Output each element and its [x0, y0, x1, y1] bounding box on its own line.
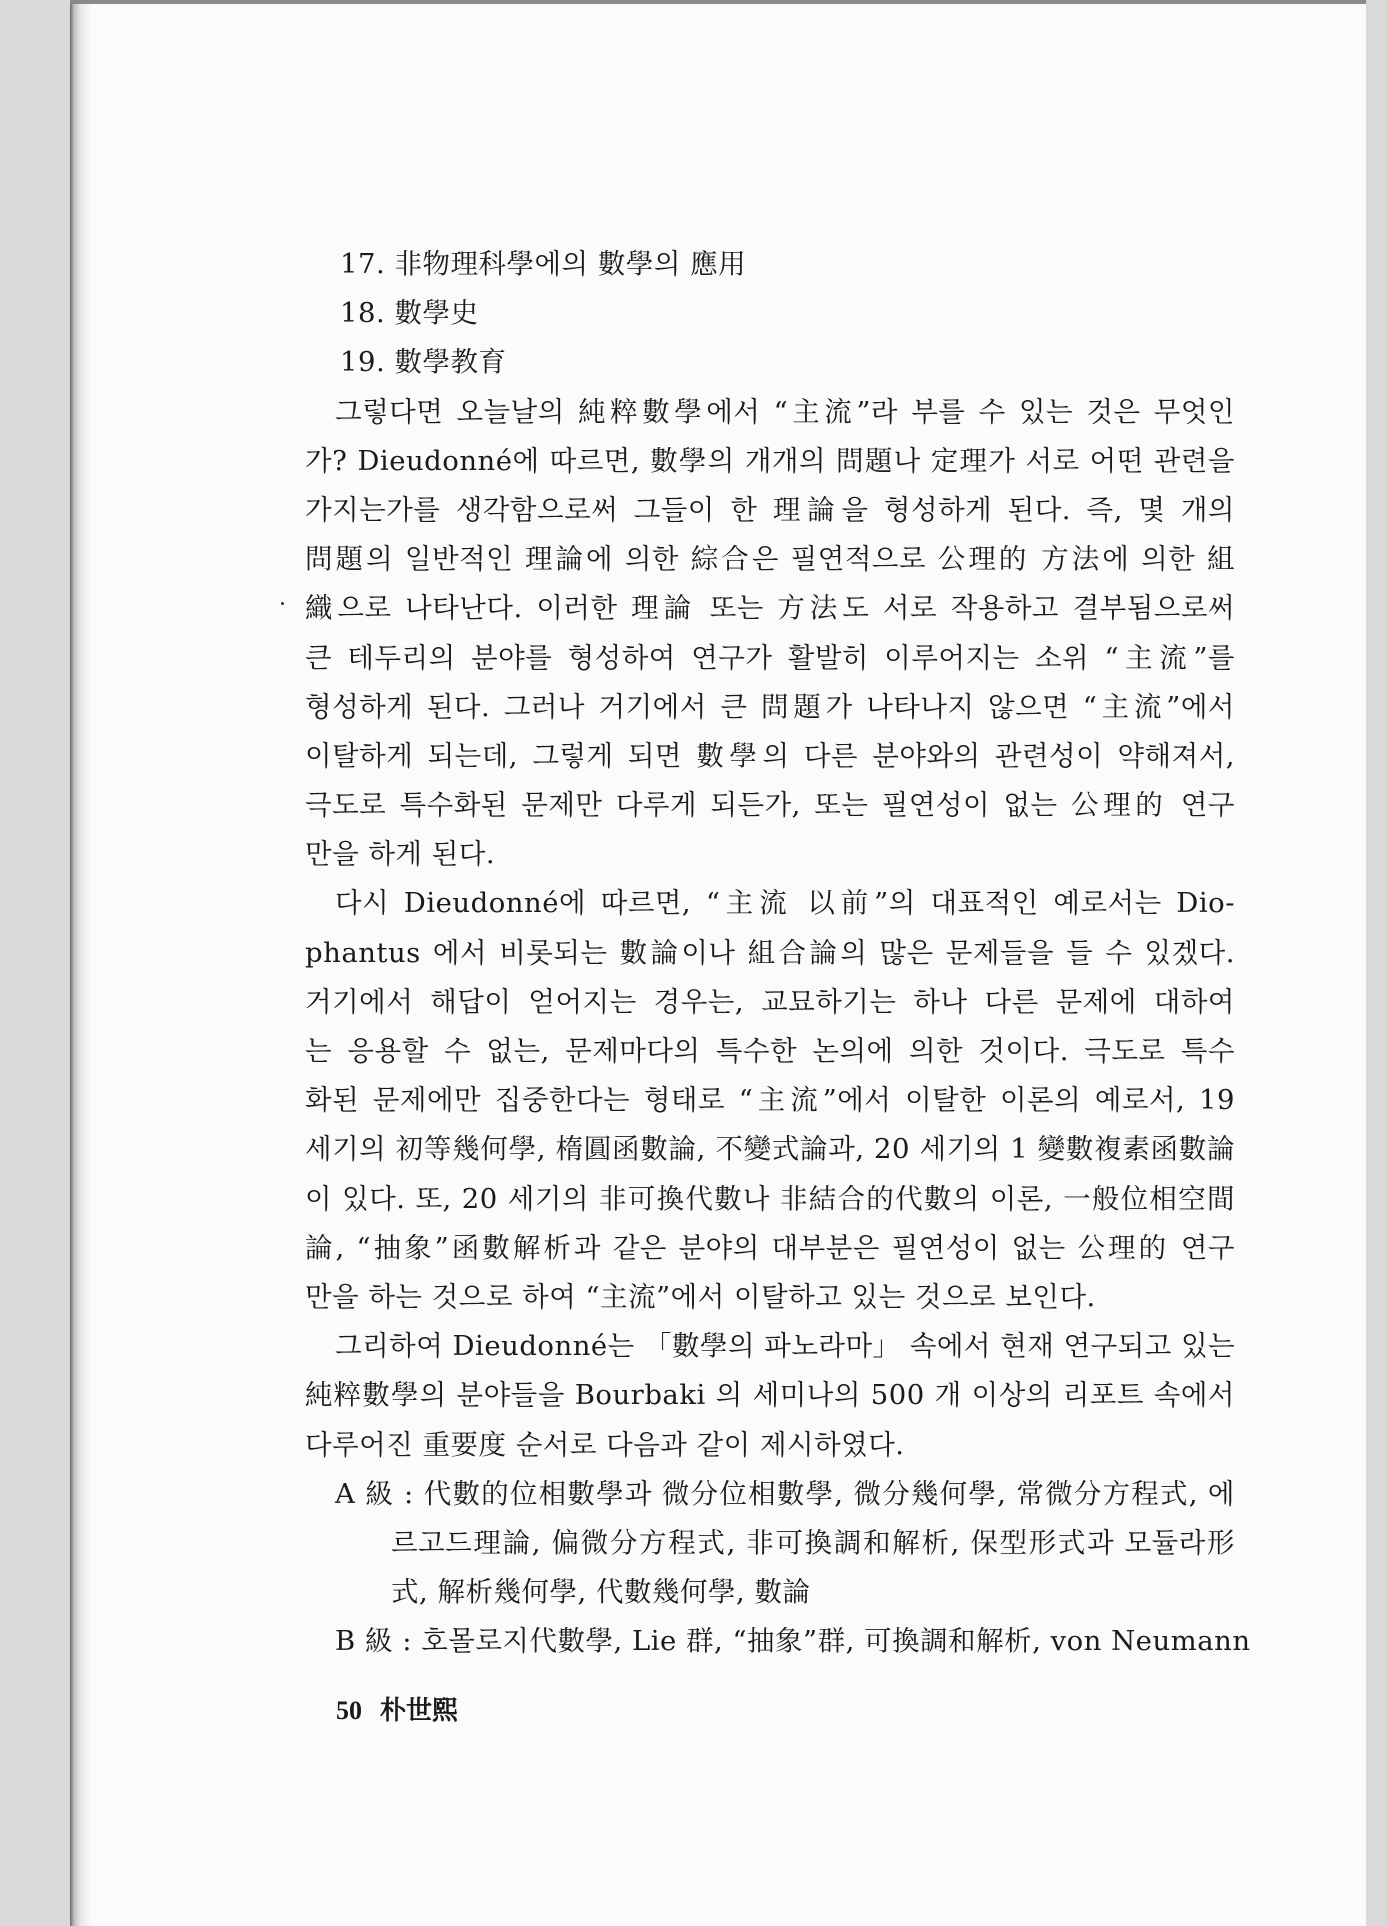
topic-list	[305, 240, 1235, 388]
text-line: 가? Dieudonné에 따르면, 數學의 개개의 問題나 定理가 서로 어떤 관련을	[305, 444, 1235, 477]
text-line: 純粹數學의 분야들을 Bourbaki 의 세미나의 500 개 이상의 리포트 속에서	[305, 1379, 1235, 1412]
text-line: 그리하여 Dieudonné는 「數學의 파노라마」 속에서 현재 연구되고 있는	[335, 1330, 1236, 1363]
text-line: 다시 Dieudonné에 따르면, “主流 以前”의 대표적인 예로서는 Dio-	[335, 887, 1235, 920]
page-binding-shadow	[70, 4, 92, 1926]
grade-a-line: 르고드理論, 偏微分方程式, 非可換調和解析, 保型形式과 모듈라形	[391, 1526, 1235, 1559]
text-line: 형성하게 된다. 그러나 거기에서 큰 問題가 나타나지 않으면 “主流”에서	[305, 690, 1235, 723]
text-line: 큰 테두리의 분야를 형성하여 연구가 활발히 이루어지는 소위 “主流”를	[305, 641, 1235, 674]
page-body	[305, 240, 1251, 1666]
list-item: 17. 非物理科學에의 數學의 應用	[340, 248, 747, 280]
paragraph-examples	[305, 879, 1235, 1322]
list-item: 18. 數學史	[340, 297, 479, 330]
grade-a-line: 式, 解析幾何學, 代數幾何學, 數論	[391, 1576, 811, 1609]
text-line: 織으로 나타난다. 이러한 理論 또는 方法도 서로 작용하고 결부됨으로써	[305, 592, 1235, 625]
page-footer	[336, 1690, 458, 1727]
text-line: 세기의 初等幾何學, 楕圓函數論, 不變式論과, 20 세기의 1 變數複素函數論	[305, 1133, 1235, 1166]
text-line: phantus 에서 비롯되는 數論이나 組合論의 많은 문제들을 들 수 있겠다.	[305, 936, 1235, 969]
text-line: 가지는가를 생각함으로써 그들이 한 理論을 형성하게 된다. 즉, 몇 개의	[305, 493, 1235, 526]
text-line: 그렇다면 오늘날의 純粹數學에서 “主流”라 부를 수 있는 것은 무엇인	[335, 395, 1235, 428]
grade-b-list	[305, 1617, 1251, 1666]
text-line: 만을 하는 것으로 하여 “主流”에서 이탈하고 있는 것으로 보인다.	[305, 1280, 1096, 1313]
text-line: 論, “抽象”函數解析과 같은 분야의 대부분은 필연성이 없는 公理的 연구	[305, 1231, 1235, 1264]
paragraph-panorama	[305, 1322, 1235, 1470]
print-speck	[281, 602, 284, 605]
grade-a-line: A 級 : 代數的位相數學과 微分位相數學, 微分幾何學, 常微分方程式, 에	[335, 1477, 1235, 1510]
text-line: 이 있다. 또, 20 세기의 非可換代數나 非結合的代數의 이론, 一般位相空間	[305, 1182, 1235, 1215]
author-name: 朴世熙	[380, 1696, 459, 1725]
grade-b-line: B 級 : 호몰로지代數學, Lie 群, “抽象”群, 可換調和解析, von Neumann	[335, 1625, 1251, 1658]
text-line: 화된 문제에만 집중한다는 형태로 “主流”에서 이탈한 이론의 예로서, 19	[305, 1084, 1235, 1117]
text-line: 만을 하게 된다.	[305, 838, 496, 871]
text-line: 問題의 일반적인 理論에 의한 綜合은 필연적으로 公理的 方法에 의한 組	[305, 543, 1235, 576]
text-line: 다루어진 重要度 순서로 다음과 같이 제시하였다.	[305, 1428, 905, 1461]
text-line: 거기에서 해답이 얻어지는 경우는, 교묘하기는 하나 다른 문제에 대하여	[305, 985, 1235, 1018]
paragraph-mainstream	[305, 388, 1235, 880]
text-line: 극도로 특수화된 문제만 다루게 되든가, 또는 필연성이 없는 公理的 연구	[305, 789, 1235, 822]
text-line: 이탈하게 되는데, 그렇게 되면 數學의 다른 분야와의 관련성이 약해져서,	[305, 739, 1235, 772]
text-line: 는 응용할 수 없는, 문제마다의 특수한 논의에 의한 것이다. 극도로 특수	[305, 1035, 1235, 1067]
grade-a-list	[305, 1470, 1235, 1618]
list-item: 19. 數學教育	[340, 346, 507, 379]
page-number: 50	[336, 1696, 362, 1725]
